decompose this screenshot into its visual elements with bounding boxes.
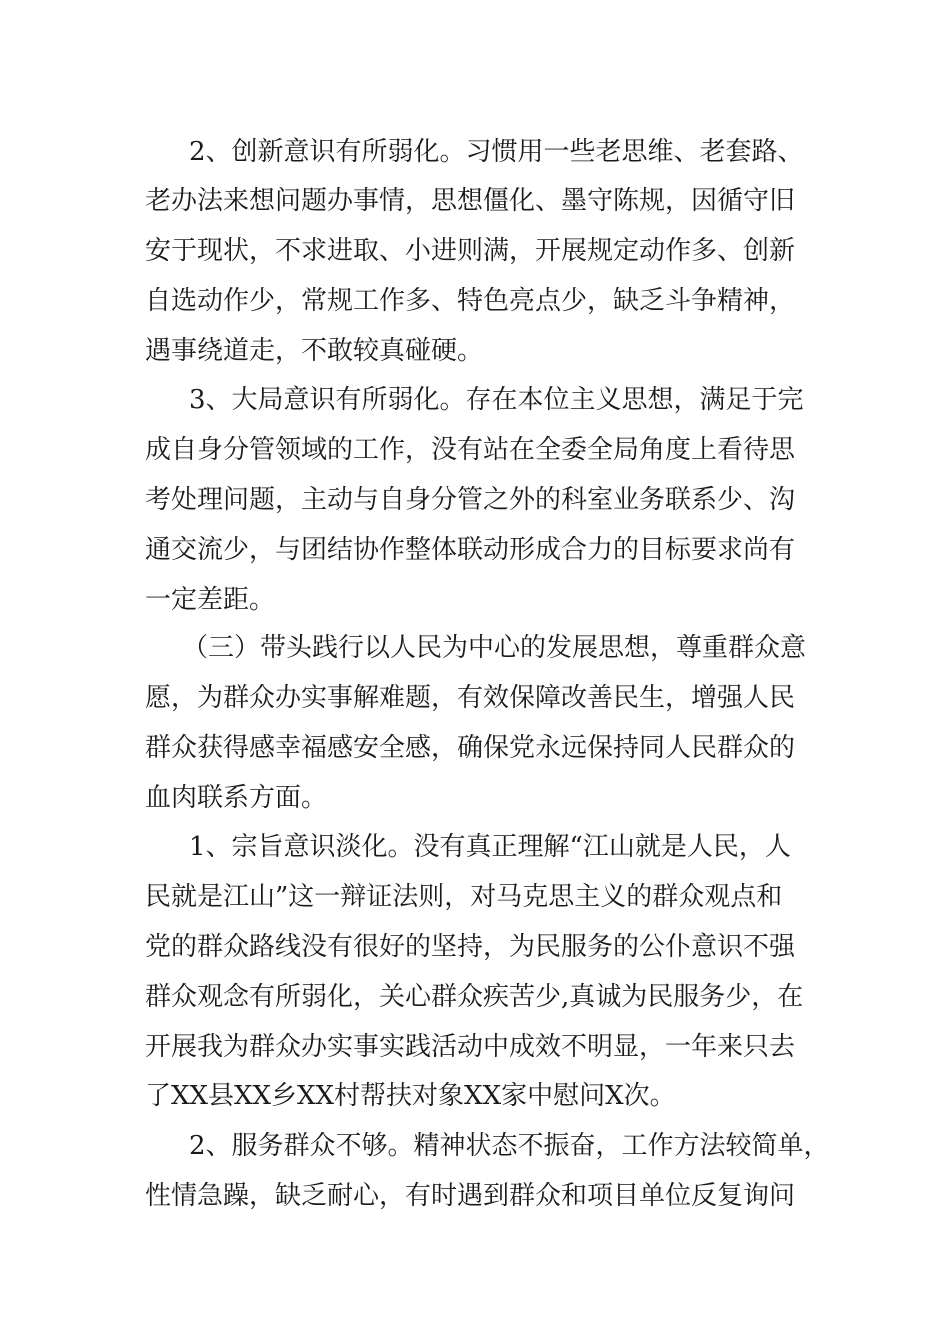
section-3-heading-line-4: 血肉联系方面。 [145,783,328,813]
item-1-line-3: 党的群众路线没有很好的坚持，为民服务的公仆意识不强 [145,932,796,962]
item-2-line-1: 2、服务群众不够。精神状态不振奋，工作方法较简单， [189,1131,830,1161]
section-3-heading-line-2: 愿，为群众办实事解难题，有效保障改善民生，增强人民 [145,683,796,713]
item-1-line-5: 开展我为群众办实事实践活动中成效不明显，一年来只去 [145,1032,796,1062]
item-2-line-2: 性情急躁，缺乏耐心，有时遇到群众和项目单位反复询问 [145,1181,796,1211]
section-3-heading-line-1: （三）带头践行以人民为中心的发展思想，尊重群众意 [182,633,807,663]
paragraph-2-line-1: 2、创新意识有所弱化。习惯用一些老思维、老套路、 [189,137,804,167]
item-1-line-4: 群众观念有所弱化，关心群众疾苦少,真诚为民服务少，在 [145,982,804,1012]
paragraph-3-line-2: 成自身分管领域的工作，没有站在全委全局角度上看待思 [145,435,796,465]
paragraph-2-line-5: 遇事绕道走，不敢较真碰硬。 [145,336,484,366]
paragraph-3-line-1: 3、大局意识有所弱化。存在本位主义思想，满足于完 [189,385,804,415]
paragraph-3-line-3: 考处理问题，主动与自身分管之外的科室业务联系少、沟 [145,485,796,515]
paragraph-3-line-5: 一定差距。 [145,585,276,615]
item-1-line-6: 了XX县XX乡XX村帮扶对象XX家中慰问X次。 [145,1081,676,1111]
paragraph-2-line-2: 老办法来想问题办事情，思想僵化、墨守陈规，因循守旧 [145,186,796,216]
item-1-line-1: 1、宗旨意识淡化。没有真正理解“江山就是人民，人 [189,832,791,862]
paragraph-2-line-3: 安于现状，不求进取、小进则满，开展规定动作多、创新 [145,236,796,266]
paragraph-2-line-4: 自选动作少，常规工作多、特色亮点少，缺乏斗争精神， [145,286,796,316]
section-3-heading-line-3: 群众获得感幸福感安全感，确保党永远保持同人民群众的 [145,733,796,763]
item-1-line-2: 民就是江山”这一辩证法则，对马克思主义的群众观点和 [145,882,783,912]
paragraph-3-line-4: 通交流少，与团结协作整体联动形成合力的目标要求尚有 [145,535,796,565]
